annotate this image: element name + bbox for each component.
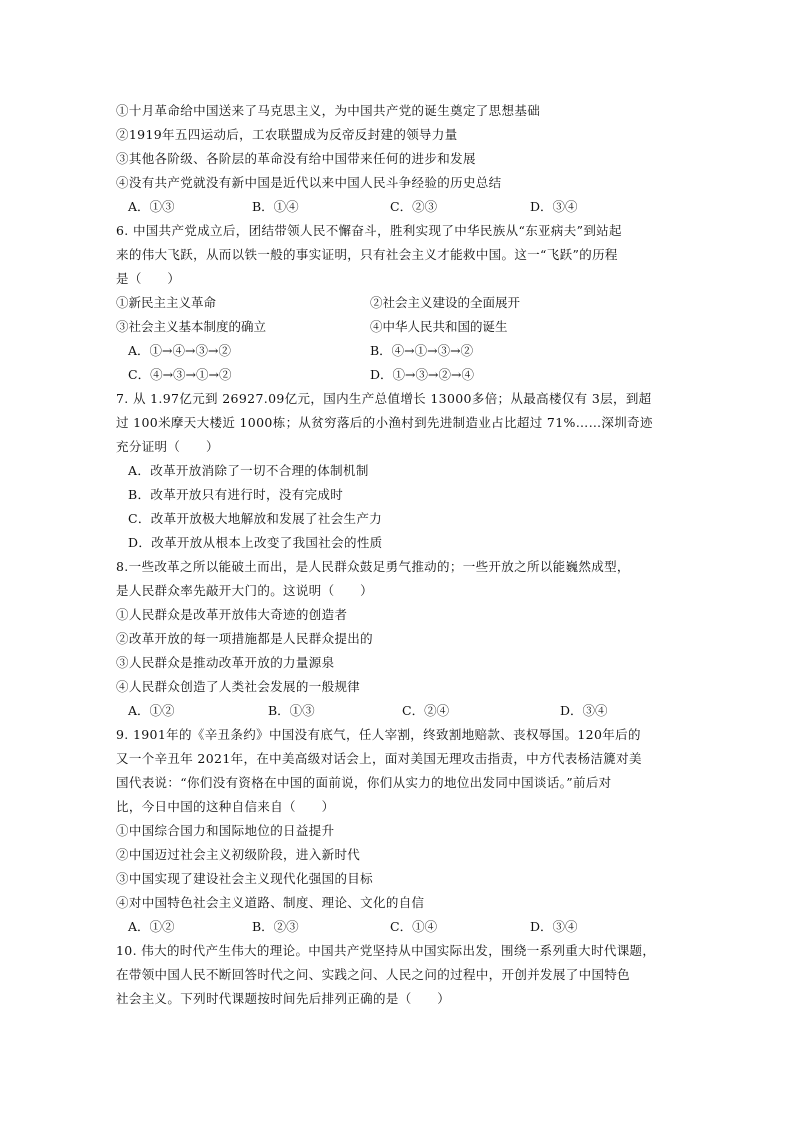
q5-option-b: B．①④ bbox=[252, 199, 299, 214]
q6-statement-4: ④中华人民共和国的诞生 bbox=[370, 319, 508, 334]
q6-option-a: A．①→④→③→② bbox=[128, 343, 231, 358]
q8-option-b: B．①③ bbox=[268, 703, 315, 718]
q9-stem-line-3: 国代表说：“你们没有资格在中国的面前说，你们从实力的地位出发同中国谈话。”前后对 bbox=[116, 775, 612, 790]
q7-option-a: A．改革开放消除了一切不合理的体制机制 bbox=[128, 463, 369, 478]
q9-option-b: B．②③ bbox=[252, 919, 299, 934]
q7-option-b: B．改革开放只有进行时，没有完成时 bbox=[128, 487, 344, 502]
q6-option-c: C．④→③→①→② bbox=[128, 367, 232, 382]
q8-stem-line-2: 是人民群众率先敲开大门的。这说明（ ） bbox=[116, 583, 374, 598]
q9-stem-line-2: 又一个辛丑年 2021年，在中美高级对话会上，面对美国无理攻击指责，中方代表杨洁篪对美 bbox=[116, 751, 642, 766]
q9-option-a: A．①② bbox=[128, 919, 175, 934]
q10-stem-line-1: 10. 伟大的时代产生伟大的理论。中国共产党坚持从中国实际出发，围绕一系列重大时代课题， bbox=[116, 943, 656, 958]
q5-statement-1: ①十月革命给中国送来了马克思主义，为中国共产党的诞生奠定了思想基础 bbox=[116, 103, 541, 118]
q9-statement-3: ③中国实现了建设社会主义现代化强国的目标 bbox=[116, 871, 374, 886]
q7-stem-line-3: 充分证明（ ） bbox=[116, 439, 219, 454]
q5-statement-4: ④没有共产党就没有新中国是近代以来中国人民斗争经验的历史总结 bbox=[116, 175, 502, 190]
q10-stem-line-3: 社会主义。下列时代课题按时间先后排列正确的是（ ） bbox=[116, 991, 451, 1006]
q10-stem-line-2: 在带领中国人民不断回答时代之问、实践之问、人民之问的过程中，开创并发展了中国特色 bbox=[116, 967, 631, 982]
q8-stem-line-1: 8.一些改革之所以能破土而出，是人民群众鼓足勇气推动的；一些开放之所以能巍然成型， bbox=[116, 559, 630, 574]
q5-statement-2: ②1919年五四运动后，工农联盟成为反帝反封建的领导力量 bbox=[116, 127, 458, 142]
q6-option-b: B．④→①→③→② bbox=[370, 343, 474, 358]
q5-option-d: D．③④ bbox=[530, 199, 578, 214]
q5-option-a: A．①③ bbox=[128, 199, 175, 214]
q6-statement-1: ①新民主主义革命 bbox=[116, 295, 217, 310]
q5-statement-3: ③其他各阶级、各阶层的革命没有给中国带来任何的进步和发展 bbox=[116, 151, 476, 166]
q9-stem-line-4: 比，今日中国的这种自信来自（ ） bbox=[116, 799, 335, 814]
q7-option-d: D．改革开放从根本上改变了我国社会的性质 bbox=[128, 535, 383, 550]
q5-option-c: C．②③ bbox=[390, 199, 438, 214]
q9-option-c: C．①④ bbox=[390, 919, 438, 934]
q8-statement-3: ③人民群众是推动改革开放的力量源泉 bbox=[116, 655, 335, 670]
q8-statement-1: ①人民群众是改革开放伟大奇迹的创造者 bbox=[116, 607, 348, 622]
q6-statement-3: ③社会主义基本制度的确立 bbox=[116, 319, 267, 334]
q8-statement-4: ④人民群众创造了人类社会发展的一般规律 bbox=[116, 679, 361, 694]
q6-statement-2: ②社会主义建设的全面展开 bbox=[370, 295, 521, 310]
q9-stem-line-1: 9. 1901年的《辛丑条约》中国没有底气，任人宰割，终致割地赔款、丧权辱国。120年后的 bbox=[116, 727, 641, 742]
q9-option-d: D．③④ bbox=[530, 919, 578, 934]
q7-stem-line-2: 过 100米摩天大楼近 1000栋；从贫穷落后的小渔村到先进制造业占比超过 71%……深圳奇迹 bbox=[116, 415, 653, 430]
q8-statement-2: ②改革开放的每一项措施都是人民群众提出的 bbox=[116, 631, 374, 646]
q8-option-d: D．③④ bbox=[560, 703, 608, 718]
q9-statement-4: ④对中国特色社会主义道路、制度、理论、文化的自信 bbox=[116, 895, 425, 910]
q8-option-c: C．②④ bbox=[402, 703, 450, 718]
q6-stem-line-3: 是（ ） bbox=[116, 271, 181, 286]
q7-option-c: C．改革开放极大地解放和发展了社会生产力 bbox=[128, 511, 383, 526]
q6-option-d: D．①→③→②→④ bbox=[370, 367, 474, 382]
q7-stem-line-1: 7. 从 1.97亿元到 26927.09亿元，国内生产总值增长 13000多倍；从最高楼仅有 3层，到超 bbox=[116, 391, 652, 406]
q6-stem-line-2: 来的伟大飞跃，从而以铁一般的事实证明，只有社会主义才能救中国。这一“飞跃”的历程 bbox=[116, 247, 618, 262]
q8-option-a: A．①② bbox=[128, 703, 175, 718]
q6-stem-line-1: 6. 中国共产党成立后，团结带领人民不懈奋斗，胜利实现了中华民族从“东亚病夫”到站起 bbox=[116, 223, 622, 238]
q9-statement-2: ②中国迈过社会主义初级阶段，进入新时代 bbox=[116, 847, 361, 862]
q9-statement-1: ①中国综合国力和国际地位的日益提升 bbox=[116, 823, 335, 838]
